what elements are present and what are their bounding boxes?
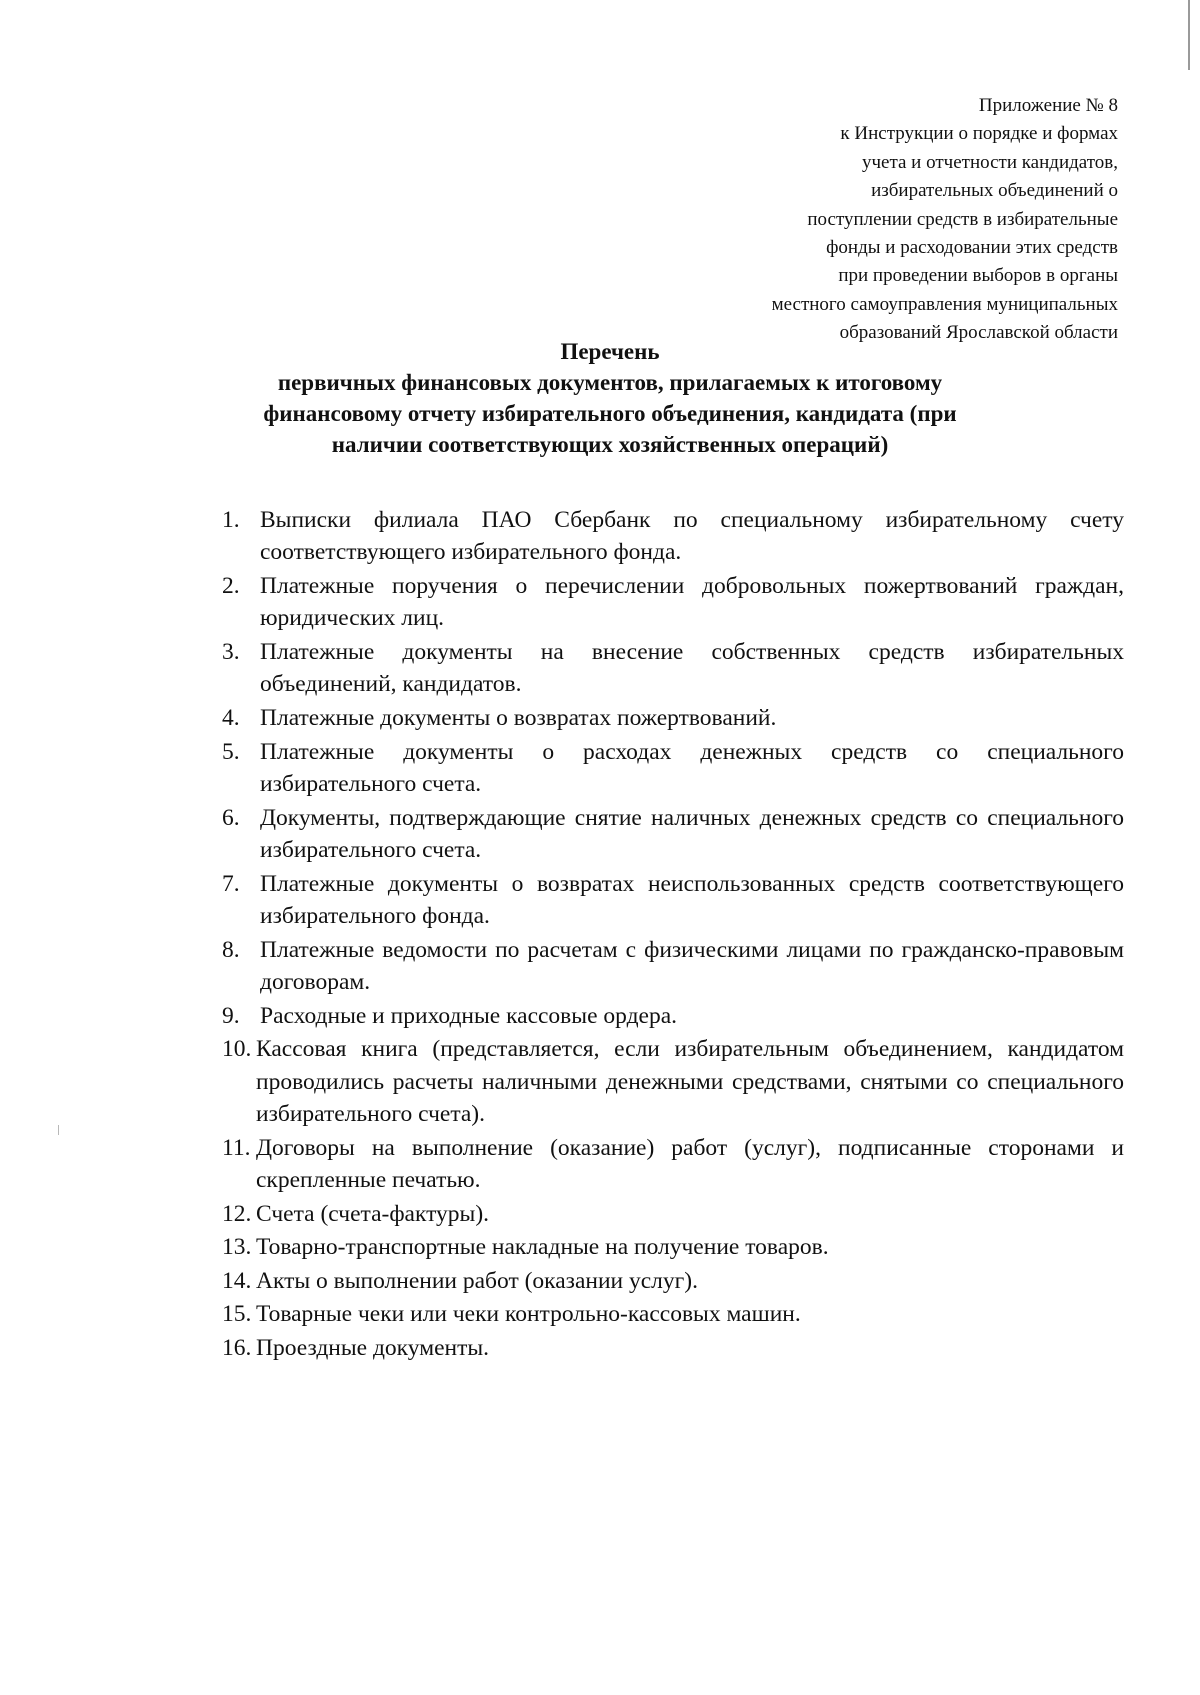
- appendix-line: фонды и расходовании этих средств: [826, 237, 1118, 259]
- list-item-text: Платежные документы о расходах денежных средств со специального избирательного счета.: [260, 738, 1124, 797]
- list-item-text: Расходные и приходные кассовые ордера.: [260, 1002, 678, 1029]
- list-item: [222, 934, 1124, 999]
- appendix-line: избирательных объединений о: [871, 180, 1118, 202]
- appendix-line: поступлении средств в избирательные: [807, 208, 1118, 230]
- list-item: [222, 868, 1124, 933]
- list-item-text: Платежные поручения о перечислении добровольных пожертвований граждан, юридических лиц.: [260, 573, 1124, 632]
- document-title: [150, 336, 1070, 460]
- list-item-text: Товарно-транспортные накладные на получение товаров.: [256, 1234, 829, 1261]
- list-item-number: 10.: [222, 1036, 252, 1063]
- appendix-line: при проведении выборов в органы: [838, 265, 1118, 287]
- list-item-number: 11.: [222, 1134, 251, 1161]
- list-item: [222, 570, 1124, 635]
- appendix-line: местного самоуправления муниципальных: [771, 293, 1118, 315]
- list-item-text: Акты о выполнении работ (оказании услуг).: [256, 1267, 698, 1294]
- list-item-text: Платежные ведомости по расчетам с физическими лицами по гражданско-правовым договорам.: [260, 936, 1124, 995]
- list-item-text: Счета (счета-фактуры).: [256, 1200, 490, 1227]
- list-item: [222, 736, 1124, 801]
- list-item-text: Платежные документы о возвратах пожертвований.: [260, 705, 777, 731]
- list-item: [222, 802, 1124, 867]
- list-item-number: 4.: [222, 705, 240, 731]
- documents-list: [222, 504, 1124, 1366]
- list-item: [222, 1132, 1124, 1197]
- list-item-text: Кассовая книга (представляется, если избирательным объединением, кандидатом проводились расчеты наличными денежными средствами, снятыми со специального избирательного счета).: [256, 1036, 1124, 1127]
- list-item-number: 16.: [222, 1334, 252, 1361]
- list-item-text: Договоры на выполнение (оказание) работ (услуг), подписанные сторонами и скрепленные печатью.: [256, 1134, 1124, 1193]
- list-item: [222, 702, 1124, 734]
- list-item: [222, 1033, 1124, 1130]
- list-item-text: Товарные чеки или чеки контрольно-кассовых машин.: [256, 1301, 801, 1328]
- list-item-number: 8.: [222, 936, 240, 963]
- list-item: [222, 1265, 1124, 1297]
- list-item: [222, 636, 1124, 701]
- list-item: [222, 1198, 1124, 1230]
- title-line: наличии соответствующих хозяйственных операций): [331, 432, 889, 457]
- list-item: [222, 1231, 1124, 1263]
- title-line: первичных финансовых документов, прилагаемых к итоговому: [277, 370, 943, 395]
- scan-artifact: [58, 1125, 59, 1135]
- appendix-line: учета и отчетности кандидатов,: [861, 151, 1118, 173]
- appendix-line: к Инструкции о порядке и формах: [840, 123, 1118, 145]
- list-item-number: 1.: [222, 507, 240, 533]
- list-item-text: Проездные документы.: [256, 1334, 490, 1361]
- list-item: [222, 1298, 1124, 1330]
- list-item-number: 3.: [222, 639, 240, 665]
- list-item-number: 5.: [222, 738, 240, 765]
- list-item-number: 2.: [222, 573, 240, 599]
- list-item-number: 7.: [222, 870, 240, 897]
- appendix-line: Приложение № 8: [978, 95, 1118, 116]
- appendix-line: образований Ярославской области: [839, 322, 1118, 344]
- title-heading: Перечень: [560, 339, 660, 364]
- list-item-text: Документы, подтверждающие снятие наличных денежных средств со специального избирательного счета.: [260, 804, 1124, 863]
- list-item-number: 15.: [222, 1301, 252, 1328]
- scan-edge-line: [1188, 0, 1190, 70]
- list-item: [222, 1000, 1124, 1032]
- list-item: [222, 504, 1124, 569]
- list-item-number: 14.: [222, 1267, 252, 1294]
- list-item-number: 9.: [222, 1002, 240, 1029]
- list-item-text: Выписки филиала ПАО Сбербанк по специальному избирательному счету соответствующего избирательного фонда.: [260, 507, 1124, 566]
- appendix-header: [598, 92, 1118, 348]
- list-item-text: Платежные документы на внесение собственных средств избирательных объединений, кандидатов.: [260, 639, 1124, 698]
- title-line: финансовому отчету избирательного объединения, кандидата (при: [263, 401, 957, 426]
- list-item-number: 13.: [222, 1234, 252, 1261]
- list-item: [222, 1332, 1124, 1364]
- list-item-text: Платежные документы о возвратах неиспользованных средств соответствующего избирательного фонда.: [260, 870, 1124, 929]
- list-item-number: 12.: [222, 1200, 252, 1227]
- list-item-number: 6.: [222, 804, 240, 831]
